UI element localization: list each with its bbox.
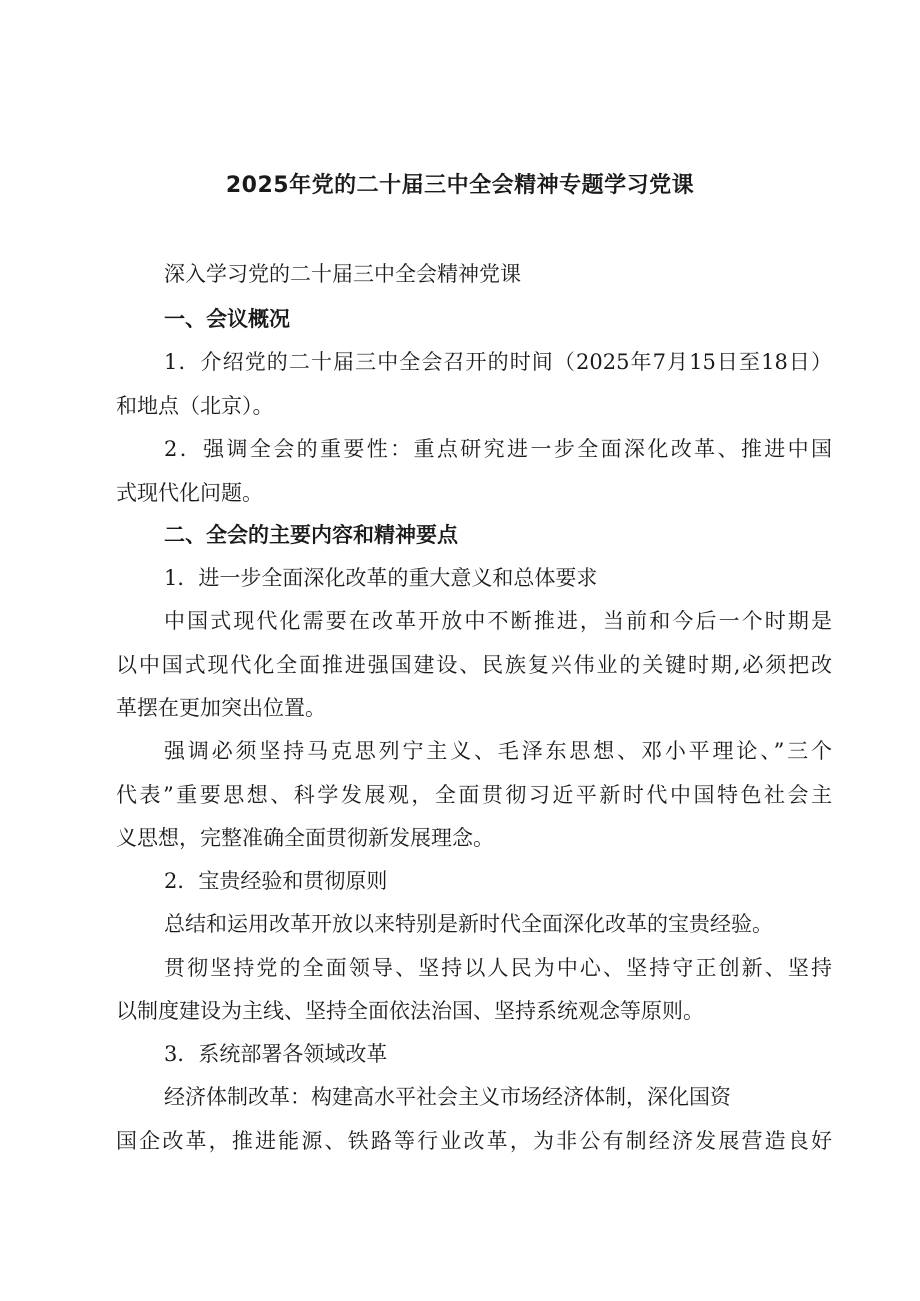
paragraph-line: 以中国式现代化全面推进强国建设、民族复兴伟业的关键时期,必须把改 (116, 653, 832, 677)
paragraph-line: 以制度建设为主线、坚持全面依法治国、坚持系统观念等原则。 (116, 999, 704, 1023)
paragraph-line: 贯彻坚持党的全面领导、坚持以人民为中心、坚持守正创新、坚持 (164, 956, 832, 980)
paragraph-line: 中国式现代化需要在改革开放中不断推进，当前和今后一个时期是 (164, 609, 832, 633)
subsection-heading: 2．宝贵经验和贯彻原则 (164, 869, 388, 893)
paragraph-line: 1．介绍党的二十届三中全会召开的时间（2025年7月15日至18日） (164, 350, 832, 374)
paragraph-line: 式现代化问题。 (116, 481, 263, 505)
paragraph-line: 和地点（北京）。 (116, 394, 274, 418)
paragraph-line: 革摆在更加突出位置。 (116, 696, 326, 720)
subsection-heading: 1．进一步全面深化改革的重大意义和总体要求 (164, 566, 598, 590)
section-heading-1: 一、会议概况 (164, 307, 290, 331)
paragraph-line: 总结和运用改革开放以来特别是新时代全面深化改革的宝贵经验。 (164, 912, 773, 936)
paragraph-line: 义思想，完整准确全面贯彻新发展理念。 (116, 826, 494, 850)
subtitle-line: 深入学习党的二十届三中全会精神党课 (164, 262, 521, 286)
paragraph-line: 2．强调全会的重要性：重点研究进一步全面深化改革、推进中国 (164, 437, 832, 461)
paragraph-line: 强调必须坚持马克思列宁主义、毛泽东思想、邓小平理论、”三个 (164, 739, 832, 763)
paragraph-line: 国企改革，推进能源、铁路等行业改革，为非公有制经济发展营造良好 (116, 1129, 832, 1153)
subsection-heading: 3．系统部署各领域改革 (164, 1042, 388, 1066)
section-heading-2: 二、全会的主要内容和精神要点 (164, 523, 458, 547)
document-title: 2025年党的二十届三中全会精神专题学习党课 (225, 173, 695, 198)
paragraph-line: 代表”重要思想、科学发展观，全面贯彻习近平新时代中国特色社会主 (116, 783, 832, 807)
paragraph-line: 经济体制改革：构建高水平社会主义市场经济体制，深化国资 (164, 1085, 731, 1109)
